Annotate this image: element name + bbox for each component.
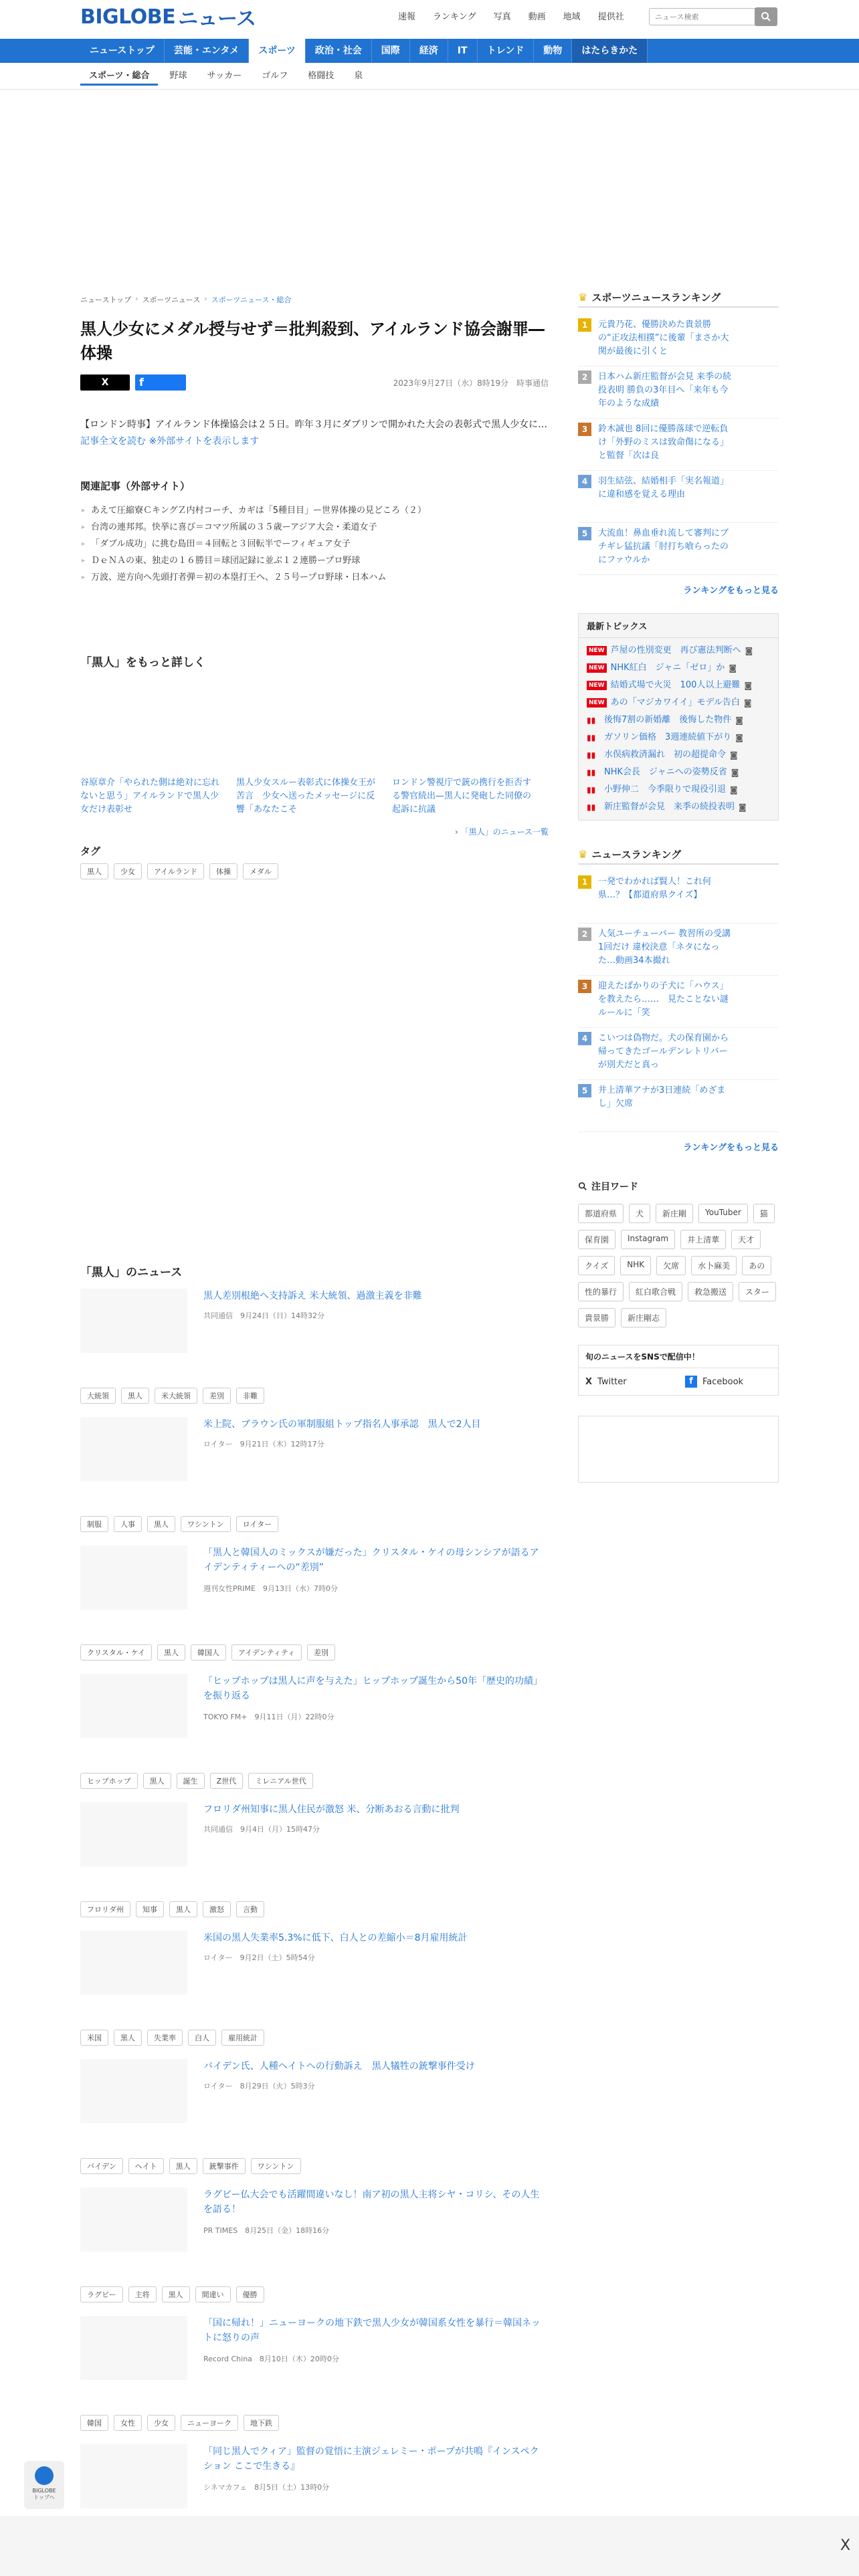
tag[interactable]: 少女	[114, 863, 142, 879]
sports-ranking-title: スポーツニュースランキング	[591, 291, 721, 304]
news-title[interactable]: 「国に帰れ！」ニューヨークの地下鉄で黒人少女が韓国系女性を暴行＝韓国ネットに怒りの声	[203, 2318, 541, 2343]
watch-word[interactable]: 猫	[753, 1204, 775, 1223]
news-thumbnail[interactable]	[80, 2444, 187, 2508]
news-item[interactable]	[80, 1289, 549, 1417]
news-item[interactable]	[80, 2059, 549, 2187]
topic-text: 後悔7割の新婚離 後悔した物件	[604, 715, 732, 725]
nav-sports[interactable]: スポーツ	[249, 39, 305, 63]
news-ranking-header	[578, 845, 779, 865]
watch-words-title: 注目ワード	[591, 1182, 638, 1192]
close-icon[interactable]: X	[840, 2537, 851, 2554]
tag[interactable]: アイルランド	[147, 863, 204, 879]
camera-icon: ◙	[735, 716, 743, 725]
watch-word[interactable]: YouTuber	[698, 1204, 748, 1223]
rank-number: 4	[578, 1032, 591, 1045]
ranking-item[interactable]	[578, 976, 779, 1028]
breadcrumb-item[interactable]: スポーツニュース	[142, 296, 201, 304]
facebook-label: Facebook	[702, 1376, 744, 1387]
breadcrumb-item[interactable]: ニューストップ	[80, 296, 132, 304]
news-tag[interactable]: ニューヨーク	[181, 2415, 238, 2431]
watch-word[interactable]: 井上清華	[680, 1230, 726, 1249]
topic-item[interactable]	[579, 642, 778, 659]
sports-ranking-more-link[interactable]: ランキングをもっと見る	[683, 586, 779, 596]
news-tag[interactable]: 知事	[136, 1901, 164, 1917]
sports-ranking-list	[578, 314, 779, 575]
topic-text: 結婚式場で火災 100人以上避難	[610, 680, 741, 690]
watch-word[interactable]: Instagram	[621, 1230, 675, 1249]
watch-word[interactable]: 水卜麻美	[691, 1256, 737, 1275]
news-tag[interactable]: 誕生	[177, 1773, 205, 1789]
news-title[interactable]: 黒人差別根絶へ支持訴え 米大統領、過激主義を非難	[203, 1291, 422, 1301]
breadcrumb	[80, 294, 549, 305]
new-badge: NEW	[587, 663, 607, 673]
subnav-golf[interactable]: ゴルフ	[262, 71, 288, 81]
toplink-breaking[interactable]: 速報	[398, 12, 416, 22]
news-source: ロイター 8月29日（火）5時3分	[203, 2082, 315, 2090]
topic-text: 水俣病救済漏れ 初の超提命令	[604, 750, 727, 760]
camera-icon: ◙	[743, 698, 752, 708]
watch-word[interactable]: 都道府県	[578, 1204, 624, 1223]
watch-word[interactable]: クイズ	[578, 1256, 615, 1275]
ranking-item[interactable]	[578, 1080, 779, 1132]
news-item[interactable]	[80, 1545, 549, 1674]
toplink-video[interactable]: 動画	[528, 12, 546, 22]
news-tag[interactable]: 雇用統計	[221, 2030, 264, 2046]
news-tag[interactable]: 韓国	[80, 2415, 108, 2431]
news-ranking-title: ニュースランキング	[591, 848, 682, 861]
news-ranking-more-link[interactable]: ランキングをもっと見る	[683, 1143, 779, 1153]
watch-words-list	[578, 1204, 779, 1327]
sns-box	[578, 1345, 779, 1396]
top-links	[389, 9, 633, 22]
sub-nav	[0, 63, 859, 90]
rank-number: 3	[578, 423, 591, 436]
news-source: Record China 8月10日（木）20時0分	[203, 2355, 339, 2363]
ranking-item[interactable]	[578, 1028, 779, 1080]
news-tag-list	[80, 1516, 278, 1532]
subnav-soccer[interactable]: サッカー	[207, 71, 242, 81]
bar-chart-icon: ▮▮	[587, 768, 596, 777]
more-news-link[interactable]: › 「黒人」のニュース一覧	[454, 827, 549, 837]
watch-word[interactable]: 紅白歌合戦	[629, 1282, 682, 1301]
tag[interactable]: メダル	[243, 863, 278, 879]
news-title[interactable]: フロリダ州知事に黒人住民が激怒 米、分断あおる言動に批判	[203, 1804, 460, 1815]
ranking-text: 一発でわかれば賢人！これ何県…？【都道府県クイズ】	[598, 877, 712, 900]
rank-number: 1	[578, 875, 591, 889]
main-column	[80, 294, 549, 879]
news-tag[interactable]: 黒人	[121, 1388, 149, 1404]
news-source: 共同通信 9月24日（日）14時32分	[203, 1311, 324, 1320]
news-tag[interactable]: ミレニアル世代	[248, 1773, 313, 1789]
news-tag[interactable]: 黒人	[143, 1773, 171, 1789]
breadcrumb-current[interactable]: スポーツニュース・総合	[211, 296, 292, 304]
watch-word[interactable]: あの	[742, 1256, 771, 1275]
topic-item[interactable]	[579, 659, 778, 677]
bar-chart-icon: ▮▮	[587, 802, 596, 812]
news-tag[interactable]: 黒人	[162, 2286, 190, 2302]
crown-icon: ♛	[578, 290, 588, 304]
camera-icon: ◙	[744, 681, 753, 690]
tag-list	[80, 863, 549, 879]
rank-number: 3	[578, 980, 591, 993]
float-logo-line2: トップへ	[33, 2494, 55, 2500]
news-source: 共同通信 9月4日（月）15時47分	[203, 1825, 320, 1834]
search-input[interactable]	[649, 8, 756, 25]
globe-icon	[35, 2466, 54, 2485]
ad-box	[578, 1416, 779, 1483]
news-item[interactable]	[80, 1417, 549, 1545]
related-item[interactable]: ▸ ＤｅＮＡの東、独走の１６勝目＝球団記録に並ぶ１２連勝ープロ野球	[80, 552, 549, 569]
news-tag[interactable]: 米大統領	[155, 1388, 197, 1404]
news-tag[interactable]: アイデンティティ	[231, 1644, 302, 1660]
news-tag-list	[80, 1388, 264, 1404]
bar-chart-icon: ▮▮	[587, 733, 596, 742]
news-tag[interactable]: 激怒	[203, 1901, 231, 1917]
watch-word[interactable]: 貴景勝	[578, 1308, 615, 1327]
news-item[interactable]	[80, 2187, 549, 2316]
topic-text: あの「マジカワイイ」モデル告白	[610, 697, 740, 708]
article-title: 黒人少女にメダル授与せず＝批判殺到、アイルランド協会謝罪―体操	[80, 320, 545, 362]
share-facebook-button[interactable]: f	[135, 374, 186, 391]
ranking-text: 日本ハム新庄監督が会見 来季の続投表明 勝負の3年目へ「来年も今年のような成績	[598, 372, 732, 409]
watch-word[interactable]: 犬	[629, 1204, 650, 1223]
breadcrumb-separator: ›	[204, 294, 207, 303]
share-x-button[interactable]: X	[80, 374, 130, 391]
camera-icon: ◙	[730, 750, 738, 760]
nav-international[interactable]: 国際	[372, 39, 410, 63]
news-tag[interactable]: ロイター	[236, 1516, 279, 1532]
ranking-text: 鈴木誠也 8回に優勝落球で逆転負け「外野のミスは致命傷になる」と監督「次は良	[598, 424, 729, 461]
toplink-ranking[interactable]: ランキング	[433, 12, 476, 22]
article-meta: 2023年9月27日（水）8時19分 時事通信	[393, 379, 549, 388]
news-tag[interactable]: 差別	[307, 1644, 335, 1660]
nav-entertainment[interactable]: 芸能・エンタメ	[165, 39, 249, 63]
news-tag-list	[80, 2030, 264, 2046]
more-cards	[80, 776, 549, 817]
ranking-item[interactable]	[578, 471, 779, 523]
rank-number: 1	[578, 318, 591, 332]
ranking-item[interactable]	[578, 314, 779, 366]
news-tag[interactable]: 言動	[236, 1901, 264, 1917]
subnav-sports-general[interactable]: スポーツ・総合	[80, 67, 158, 86]
related-list	[80, 502, 549, 586]
news-title[interactable]: 「ヒップホップは黒人に声を与えた」ヒップホップ誕生から50年「歴史的功績」を振り返る	[203, 1676, 543, 1701]
bar-chart-icon: ▮▮	[587, 750, 596, 760]
top-header	[0, 0, 859, 39]
related-title: 関連記事（外部サイト）	[80, 480, 190, 492]
main-nav	[0, 39, 859, 63]
news-tag[interactable]: 黒人	[157, 1644, 185, 1660]
news-tag[interactable]: 黒人	[169, 2158, 197, 2174]
ranking-text: 大流血！鼻血垂れ流して審判にブチギレ猛抗議「肘打ち喰らったのにファウルか	[598, 528, 729, 565]
related-item[interactable]: ▸ 台湾の連邦邦。快挙に喜び＝コマツ所属の３５歳ーアジア大会・柔道女子	[80, 519, 549, 536]
news-tag[interactable]: ワシントン	[251, 2158, 301, 2174]
toplink-photo[interactable]: 写真	[493, 12, 511, 22]
topic-text: NHK会長 ジャニへの姿勢反省	[604, 767, 727, 777]
read-full-article-link[interactable]: 記事全文を読む ※外部サイトを表示します	[80, 436, 260, 447]
news-tag-list	[80, 1644, 335, 1660]
news-tag[interactable]: 大統領	[80, 1388, 116, 1404]
camera-icon: ◙	[731, 768, 739, 777]
news-tag[interactable]: 韓国人	[191, 1644, 226, 1660]
bar-chart-icon: ▮▮	[587, 716, 596, 725]
camera-icon: ◙	[739, 802, 747, 812]
news-tag[interactable]: 制服	[80, 1516, 108, 1532]
watch-word[interactable]: 新庄剛	[656, 1204, 693, 1223]
camera-icon: ◙	[745, 646, 753, 655]
news-tag[interactable]: バイデン	[80, 2158, 123, 2174]
article-lead: 【ロンドン時事】アイルランド体操協会は２５日。昨年３月にダブリンで開かれた大会の表彰式で黒人少女に…	[80, 419, 548, 430]
related-item[interactable]: ▸ 「ダブル成功」に挑む島田＝４回転と３回転半でーフィギュア女子	[80, 536, 549, 552]
news-item[interactable]	[80, 1931, 549, 2059]
watch-word[interactable]: 保育園	[578, 1230, 615, 1249]
facebook-link[interactable]	[678, 1376, 778, 1388]
news-tag[interactable]: ラグビー	[80, 2286, 123, 2302]
news-tag[interactable]: 黒人	[114, 2030, 142, 2046]
ranking-text: こいつは偽物だ。犬の保育園から帰ってきたゴールデンレトリバーが別犬だと真っ	[598, 1033, 729, 1070]
news-item[interactable]	[80, 1674, 549, 1802]
news-title[interactable]: 「同じ黒人でクィア」監督の覚悟に主演ジェレミー・ポープが共鳴『インスペクション ここで生きる』	[203, 2446, 539, 2472]
ranking-item[interactable]	[578, 366, 779, 419]
new-badge: NEW	[587, 646, 607, 655]
news-thumbnail[interactable]	[80, 1545, 187, 1610]
rank-number: 4	[578, 475, 591, 488]
news-section-title: 「黒人」のニュース	[80, 1266, 183, 1279]
subnav-martial-arts[interactable]: 格闘技	[308, 71, 335, 81]
news-tag[interactable]: 黒人	[147, 1516, 175, 1532]
twitter-link[interactable]	[579, 1377, 678, 1387]
news-tag[interactable]: 主将	[128, 2286, 157, 2302]
biglobe-news-logo[interactable]	[80, 5, 256, 31]
search-icon	[578, 1182, 587, 1191]
camera-icon: ◙	[730, 785, 738, 794]
news-source: ロイター 9月21日（木）12時17分	[203, 1440, 324, 1448]
float-logo-line1: BIGLOBE	[32, 2488, 56, 2494]
topic-text: 芦屋の性別変更 再び憲法判断へ	[610, 645, 741, 655]
news-tag[interactable]: 差別	[203, 1388, 231, 1404]
news-tag[interactable]: 失業率	[147, 2030, 183, 2046]
news-tag[interactable]: ヒップホップ	[80, 1773, 138, 1789]
news-tag[interactable]: 米国	[80, 2030, 108, 2046]
new-badge: NEW	[587, 681, 607, 690]
news-source: シネマカフェ 8月5日（土）13時0分	[203, 2483, 330, 2492]
news-tag[interactable]: 優勝	[236, 2286, 264, 2302]
search-button[interactable]	[755, 7, 777, 26]
topic-item[interactable]	[579, 764, 778, 781]
ranking-item[interactable]	[578, 419, 779, 471]
sports-ranking-header	[578, 288, 779, 308]
tags-title: タグ	[80, 845, 101, 857]
watch-word[interactable]: 新庄剛志	[621, 1308, 666, 1327]
nav-economy[interactable]: 経済	[410, 39, 448, 63]
camera-icon: ◙	[735, 733, 743, 742]
news-source: ロイター 9月2日（土）5時54分	[203, 1953, 315, 1962]
crown-icon: ♛	[578, 847, 588, 861]
latest-topics	[578, 613, 779, 821]
news-source: TOKYO FM+ 9月11日（月）22時0分	[203, 1713, 335, 1721]
topic-text: NHK紅白 ジャニ「ゼロ」か	[610, 663, 725, 673]
share-row	[80, 374, 549, 392]
topic-item[interactable]	[579, 798, 778, 816]
news-section	[80, 1263, 549, 2573]
bar-chart-icon: ▮▮	[587, 785, 596, 794]
news-title[interactable]: バイデン氏、人種ヘイトへの行動訴え 黒人犠牲の銃撃事件受け	[203, 2061, 475, 2072]
subnav-baseball[interactable]: 野球	[169, 71, 187, 81]
news-tag[interactable]: 黒人	[169, 1901, 197, 1917]
watch-words-header	[578, 1180, 779, 1193]
news-tag[interactable]: 間違い	[195, 2286, 231, 2302]
news-title[interactable]: 「黒人と韓国人のミックスが嫌だった」クリスタル・ケイの母シンシアが語るアイデンティティーへの“差別”	[203, 1547, 539, 1573]
news-thumbnail[interactable]	[80, 2059, 187, 2123]
news-tag-list	[80, 2286, 264, 2302]
news-tag-list	[80, 1773, 313, 1789]
related-item[interactable]: ▸ 万波、逆方向へ先頭打者弾＝初の本塁打王へ、２５号ープロ野球・日本ハム	[80, 569, 549, 586]
facebook-icon: f	[685, 1376, 697, 1388]
nav-animals[interactable]: 動物	[534, 39, 572, 63]
topic-item[interactable]	[579, 677, 778, 694]
more-card[interactable]: 谷原章介「やられた側は絶対に忘れないと思う」アイルランドで黒人少女だけ表彰せ	[80, 778, 220, 815]
news-title[interactable]: 米国の黒人失業率5.3%に低下、白人との差縮小＝8月雇用統計	[203, 1933, 468, 1943]
search-icon	[761, 11, 771, 22]
x-logo-icon: X	[585, 1376, 593, 1387]
news-tag-list	[80, 2158, 301, 2174]
news-tag[interactable]: 非難	[236, 1388, 264, 1404]
watch-word[interactable]: 天才	[731, 1230, 761, 1249]
ranking-item[interactable]	[578, 523, 779, 575]
news-tag[interactable]: クリスタル・ケイ	[80, 1644, 152, 1660]
camera-icon: ◙	[729, 663, 737, 673]
news-ranking-list	[578, 871, 779, 1132]
bottom-ad-bar	[0, 2516, 859, 2576]
topic-text: 小野伸二 今季限りで現役引退	[604, 784, 727, 794]
more-card[interactable]: ロンドン警視庁で銃の携行を拒否する警官続出—黒人に発砲した同僚の起訴に抗議	[392, 778, 532, 815]
rank-number: 5	[578, 1084, 591, 1097]
new-badge: NEW	[587, 698, 607, 708]
breadcrumb-separator: ›	[135, 294, 138, 303]
toplink-providers[interactable]: 提供社	[597, 12, 624, 22]
ranking-text: 人気ユーチューバー 教習所の受講1回だけ 違校決意「ネタになった…動画34本撮れ	[598, 929, 731, 966]
news-tag[interactable]: 銃撃事件	[203, 2158, 246, 2174]
nav-it[interactable]: IT	[448, 39, 478, 63]
news-tag-list	[80, 1901, 264, 1917]
logo-main: BIGLOBE	[80, 5, 176, 29]
news-tag[interactable]: 少女	[147, 2415, 175, 2431]
news-tag-list	[80, 2415, 279, 2431]
news-tag[interactable]: Z世代	[210, 1773, 244, 1789]
toplink-region[interactable]: 地域	[563, 12, 581, 22]
ranking-text: 迎えたばかりの子犬に「ハウス」を教えたら…… 見たことない謎ルールに「笑	[598, 981, 729, 1018]
topic-item[interactable]	[579, 746, 778, 764]
news-item[interactable]	[80, 2316, 549, 2444]
back-to-top-button[interactable]	[24, 2461, 64, 2509]
tag[interactable]: 黒人	[80, 863, 108, 879]
watch-word[interactable]: 性的暴行	[578, 1282, 624, 1301]
tag[interactable]: 体操	[209, 863, 237, 879]
news-tag[interactable]: 地下鉄	[244, 2415, 279, 2431]
news-item[interactable]	[80, 1802, 549, 1931]
topics-title: 最新トピックス	[579, 614, 778, 638]
news-tag[interactable]: 白人	[188, 2030, 216, 2046]
topic-item[interactable]	[579, 729, 778, 746]
ranking-item[interactable]	[578, 924, 779, 976]
sidebar	[578, 288, 779, 1483]
news-thumbnail[interactable]	[80, 1289, 187, 1353]
news-source: PR TIMES 8月25日（金）18時16分	[203, 2226, 330, 2235]
ranking-text: 井上清華アナが3日連続「めざまし」欠席	[598, 1085, 726, 1109]
related-item[interactable]: ▸ あえて圧縮寮ＣキングＺ内村コーチ、カギは「5種目目」ー世界体操の見どころ（２）	[80, 502, 549, 519]
news-tag[interactable]: 人事	[114, 1516, 142, 1532]
ranking-text: 元貴乃花、優勝決めた貴景勝の“正攻法相撲”に後輩「まさか大関が最後に引くと	[598, 320, 729, 356]
twitter-label: Twitter	[597, 1376, 627, 1387]
subnav-sumo[interactable]: 泉	[354, 71, 363, 81]
news-tag[interactable]: ワシントン	[181, 1516, 231, 1532]
more-title: 「黒人」をもっと詳しく	[80, 656, 205, 669]
logo-sub: ニュース	[178, 7, 256, 31]
watch-word[interactable]: 欠席	[656, 1256, 686, 1275]
ranking-text: 羽生結弦、結婚相手「実名報道」に違和感を覚える理由	[598, 476, 729, 500]
nav-top[interactable]: ニューストップ	[80, 39, 165, 63]
ranking-item[interactable]	[578, 871, 779, 924]
rank-number: 2	[578, 928, 591, 941]
news-thumbnail[interactable]	[80, 2187, 187, 2252]
news-thumbnail[interactable]	[80, 1802, 187, 1866]
news-title[interactable]: 米上院、ブラウン氏の軍制服組トップ指名人事承認 黒人で2人目	[203, 1419, 481, 1430]
topic-item[interactable]	[579, 781, 778, 798]
sns-title: 旬のニュースをSNSで配信中！	[579, 1346, 778, 1368]
nav-politics[interactable]: 政治・社会	[306, 39, 372, 63]
news-source: 週刊女性PRIME 9月13日（水）7時0分	[203, 1584, 338, 1593]
news-thumbnail[interactable]	[80, 1674, 187, 1738]
topic-text: ガソリン価格 3週連続値下がり	[604, 732, 732, 742]
news-tag[interactable]: ヘイト	[128, 2158, 164, 2174]
watch-word[interactable]: NHK	[620, 1256, 651, 1275]
nav-trend[interactable]: トレンド	[478, 39, 535, 63]
watch-word[interactable]: 救急搬送	[688, 1282, 733, 1301]
more-news-link-label: 「黒人」のニュース一覧	[460, 827, 549, 837]
news-tag[interactable]: フロリダ州	[80, 1901, 130, 1917]
rank-number: 2	[578, 370, 591, 384]
news-list	[80, 1289, 549, 2573]
topic-item[interactable]	[579, 712, 778, 729]
topic-text: 新庄監督が会見 来季の続投表明	[604, 802, 735, 812]
nav-work[interactable]: はたらきかた	[572, 39, 648, 63]
rank-number: 5	[578, 527, 591, 540]
topic-item[interactable]	[579, 694, 778, 712]
topic-list	[579, 638, 778, 820]
watch-word[interactable]: スター	[739, 1282, 776, 1301]
news-thumbnail[interactable]	[80, 1931, 187, 1995]
news-title[interactable]: ラグビー仏大会でも活躍間違いなし！南ア初の黒人主将シヤ・コリシ、その人生を語る！	[203, 2189, 540, 2215]
news-tag[interactable]: 女性	[114, 2415, 142, 2431]
more-card[interactable]: 黒人少女スルー表彰式に体操女王が苦言 少女へ送ったメッセージに反響「あなたこそ	[236, 778, 376, 815]
news-thumbnail[interactable]	[80, 2316, 187, 2380]
news-thumbnail[interactable]	[80, 1417, 187, 1481]
